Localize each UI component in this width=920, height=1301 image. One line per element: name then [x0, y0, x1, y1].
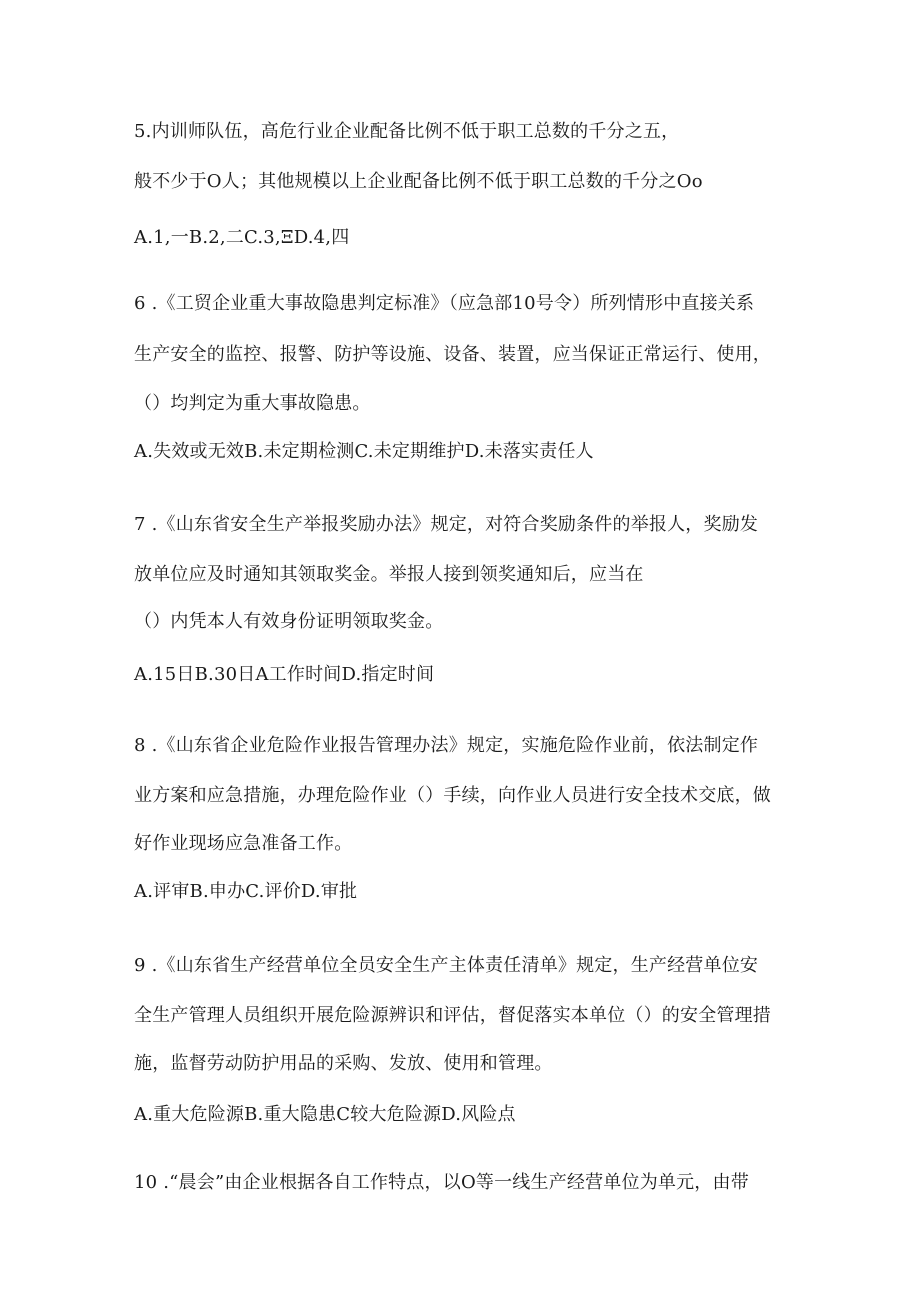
question-7-line-2: 放单位应及时通知其领取奖金。举报人接到领奖通知后，应当在 — [134, 564, 644, 585]
question-5-line-1: 5.内训师队伍，高危行业企业配备比例不低于职工总数的千分之五， — [134, 121, 680, 142]
question-9-line-2: 全生产管理人员组织开展危险源辨识和评估，督促落实本单位（）的安全管理措 — [134, 1005, 771, 1026]
question-6-line-1: 6 .《工贸企业重大事故隐患判定标准》（应急部10号令）所列情形中直接关系 — [134, 293, 755, 314]
question-7-line-1: 7 .《山东省安全生产举报奖励办法》规定，对符合奖励条件的举报人，奖励发 — [134, 514, 759, 535]
question-9-options: A.重大危险源B.重大隐患C较大危险源D.风险点 — [134, 1104, 516, 1125]
question-8-line-2: 业方案和应急措施，办理危险作业（）手续，向作业人员进行安全技术交底，做 — [134, 785, 771, 806]
question-5-line-2: 般不少于O人；其他规模以上企业配备比例不低于职工总数的千分之Oo — [134, 171, 703, 192]
question-6-options: A.失效或无效B.未定期检测C.未定期维护D.未落实责任人 — [134, 441, 594, 462]
question-8-line-1: 8 .《山东省企业危险作业报告管理办法》规定，实施危险作业前，依法制定作 — [134, 735, 759, 756]
question-8-line-3: 好作业现场应急准备工作。 — [134, 833, 353, 854]
question-9-line-1: 9 .《山东省生产经营单位全员安全生产主体责任清单》规定，生产经营单位安 — [134, 955, 759, 976]
question-7-options: A.15日B.30日A工作时间D.指定时间 — [134, 664, 435, 685]
question-9-line-3: 施，监督劳动防护用品的采购、发放、使用和管理。 — [134, 1053, 553, 1074]
question-6-line-3: （）均判定为重大事故隐患。 — [134, 393, 371, 414]
question-8-options: A.评审B.申办C.评价D.审批 — [134, 881, 358, 902]
question-10-line-1: 10 .“晨会”由企业根据各自工作特点，以O等一线生产经营单位为单元，由带 — [134, 1172, 749, 1193]
question-7-line-3: （）内凭本人有效身份证明领取奖金。 — [134, 611, 444, 632]
question-6-line-2: 生产安全的监控、报警、防护等设施、设备、装置，应当保证正常运行、使用， — [134, 344, 771, 365]
question-5-options: A.1,一B.2,二C.3,ΞD.4,四 — [134, 227, 350, 248]
